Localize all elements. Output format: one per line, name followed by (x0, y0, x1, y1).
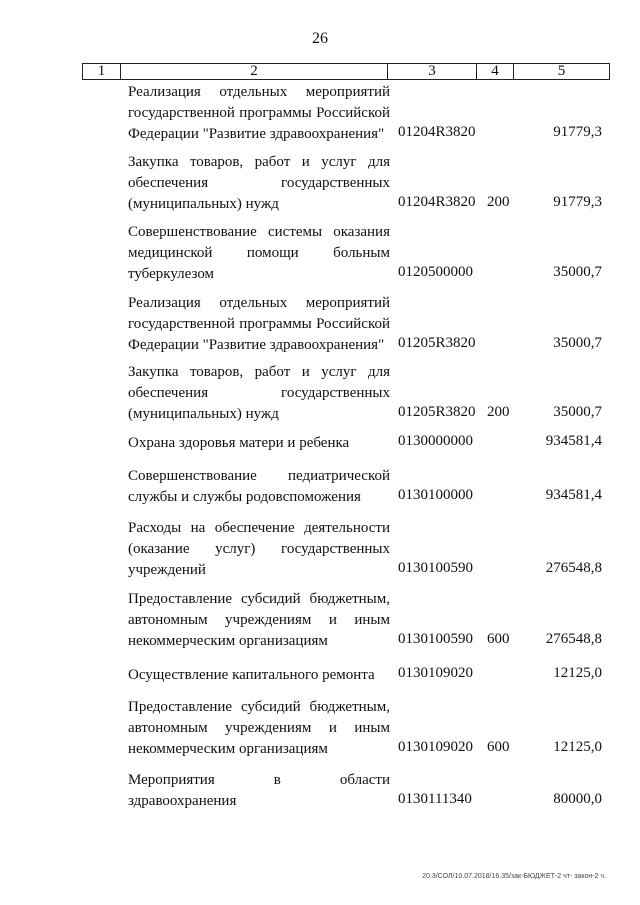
row-name: Предоставление субсидий бюджетным, автономным учреждениям и иным некоммерческим организациям (128, 699, 390, 757)
column-header-row (82, 63, 610, 80)
row-name: Совершенствование педиатрической службы и службы родовспоможения (128, 468, 390, 505)
row-name: Реализация отдельных мероприятий государственной программы Российской Федерации "Развитие здравоохранения" (128, 84, 390, 142)
column-header-1: 1 (83, 64, 121, 80)
row-name: Осуществление капитального ремонта (128, 667, 375, 683)
row-code: 0130109020 (398, 739, 473, 755)
row-amount: 91779,3 (553, 194, 602, 210)
row-name: Реализация отдельных мероприятий государственной программы Российской Федерации "Развитие здравоохранения" (128, 295, 390, 353)
row-name: Закупка товаров, работ и услуг для обеспечения государственных (муниципальных) нужд (128, 154, 390, 212)
column-header-4: 4 (477, 64, 514, 80)
row-amount: 80000,0 (553, 791, 602, 807)
row-name: Расходы на обеспечение деятельности (оказание услуг) государственных учреждений (128, 520, 390, 578)
row-name: Охрана здоровья матери и ребенка (128, 435, 350, 451)
row-amount: 12125,0 (553, 739, 602, 755)
row-expense-type: 200 (487, 404, 510, 420)
row-amount: 276548,8 (545, 560, 602, 576)
column-header-3: 3 (388, 64, 477, 80)
row-code: 0130111340 (398, 791, 472, 807)
row-amount: 91779,3 (553, 124, 602, 140)
row-amount: 35000,7 (553, 335, 602, 351)
row-code: 01205R3820 (398, 335, 476, 351)
row-name: Совершенствование системы оказания медицинской помощи больным туберкулезом (128, 224, 390, 282)
row-code: 01204R3820 (398, 194, 476, 210)
row-code: 0130000000 (398, 433, 473, 449)
row-expense-type: 600 (487, 739, 510, 755)
page-number: 26 (312, 30, 328, 47)
row-amount: 12125,0 (553, 665, 602, 681)
row-amount: 35000,7 (553, 264, 602, 280)
row-name: Мероприятия в области здравоохранения (128, 772, 390, 809)
row-code: 01204R3820 (398, 124, 476, 140)
row-code: 0120500000 (398, 264, 473, 280)
column-header-5: 5 (514, 64, 610, 80)
row-amount: 276548,8 (545, 631, 602, 647)
row-name: Закупка товаров, работ и услуг для обеспечения государственных (муниципальных) нужд (128, 364, 390, 422)
row-code: 0130109020 (398, 665, 473, 681)
row-expense-type: 200 (487, 194, 510, 210)
row-expense-type: 600 (487, 631, 510, 647)
row-code: 0130100590 (398, 631, 473, 647)
row-amount: 35000,7 (553, 404, 602, 420)
row-name: Предоставление субсидий бюджетным, автономным учреждениям и иным некоммерческим организациям (128, 591, 390, 649)
row-code: 0130100000 (398, 487, 473, 503)
row-code: 01205R3820 (398, 404, 476, 420)
row-code: 0130100590 (398, 560, 473, 576)
column-header-2: 2 (121, 64, 388, 80)
row-amount: 934581,4 (545, 433, 602, 449)
document-footer-code: 20.3/СОЛ/10.07.2018/16.35/зак-БЮДЖЕТ-2 чт- закон-2 ч. (422, 873, 606, 880)
row-amount: 934581,4 (545, 487, 602, 503)
